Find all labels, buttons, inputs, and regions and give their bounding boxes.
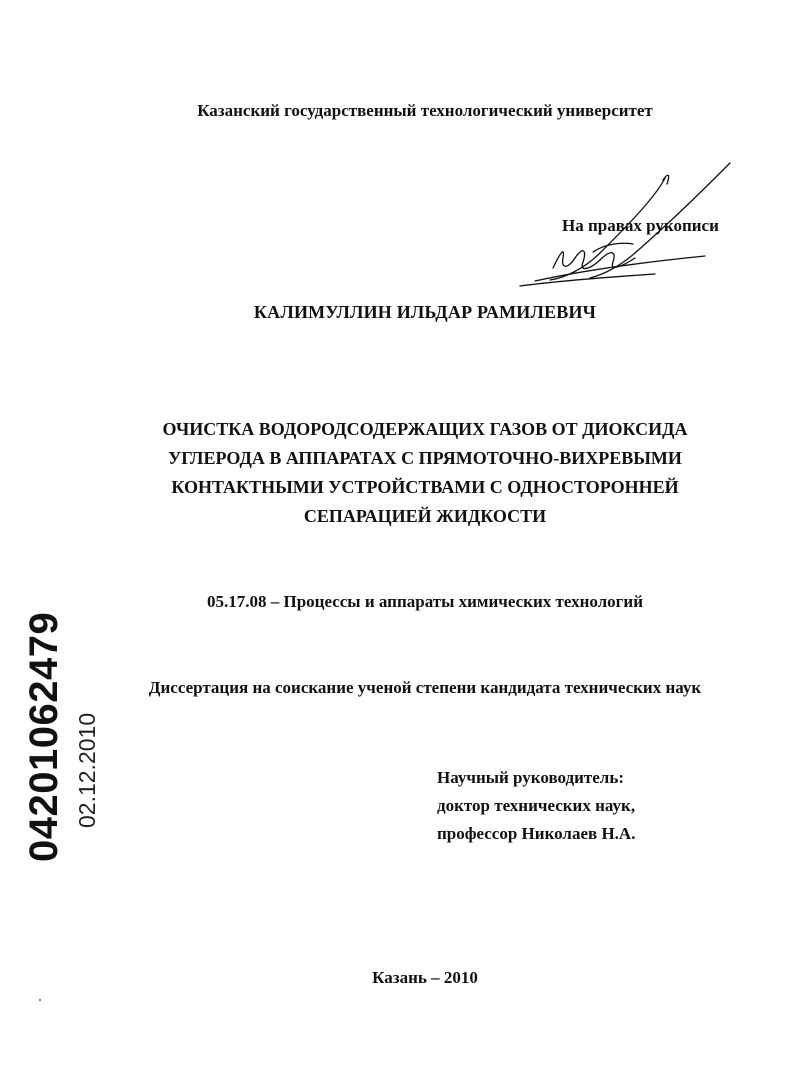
manuscript-rights-note: На правах рукописи — [562, 216, 719, 235]
city-year: Казань – 2010 — [372, 968, 478, 987]
supervisor-line: Научный руководитель: — [437, 768, 624, 787]
registration-number-stamp: 04201062479 — [22, 611, 66, 862]
title-line: УГЛЕРОДА В АППАРАТАХ С ПРЯМОТОЧНО-ВИХРЕВЫМИ — [168, 448, 682, 468]
scan-speck — [39, 999, 41, 1001]
title-line: ОЧИСТКА ВОДОРОДСОДЕРЖАЩИХ ГАЗОВ ОТ ДИОКСИДА — [162, 419, 688, 439]
dissertation-title — [0, 415, 793, 531]
supervisor-line: профессор Николаев Н.А. — [437, 824, 636, 843]
title-line: КОНТАКТНЫМИ УСТРОЙСТВАМИ С ОДНОСТОРОННЕЙ — [171, 477, 679, 497]
specialty-code: 05.17.08 – Процессы и аппараты химических технологий — [206, 592, 643, 611]
registration-date-stamp: 02.12.2010 — [74, 712, 100, 828]
supervisor-block — [437, 764, 635, 848]
degree-statement: Диссертация на соискание ученой степени кандидата технических наук — [148, 678, 702, 697]
supervisor-line: доктор технических наук, — [437, 796, 636, 815]
author-name: КАЛИМУЛЛИН ИЛЬДАР РАМИЛЕВИЧ — [253, 302, 597, 322]
university-name: Казанский государственный технологический университет — [197, 101, 653, 120]
title-line: СЕПАРАЦИЕЙ ЖИДКОСТИ — [303, 506, 547, 526]
